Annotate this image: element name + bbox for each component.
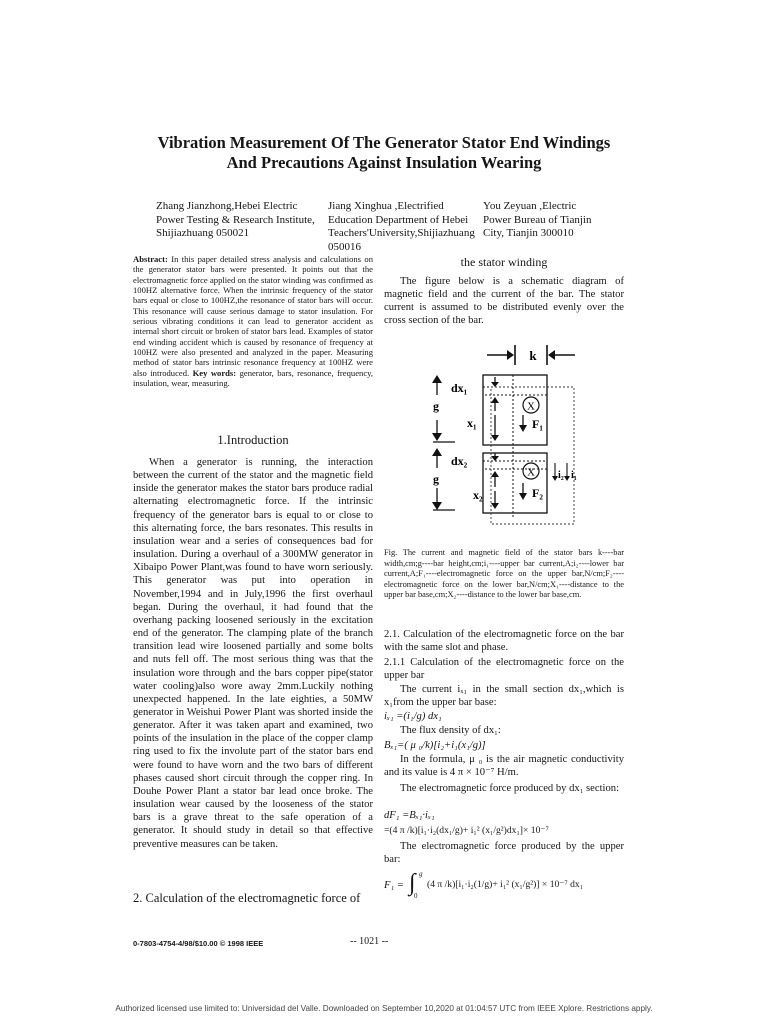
lower-bar-strip xyxy=(483,461,547,469)
label-F2: F₂ xyxy=(532,486,543,500)
label-k: k xyxy=(529,348,537,363)
equation-5 xyxy=(384,872,629,902)
section-2-heading: 2. Calculation of the electromagnetic force of xyxy=(133,891,361,905)
abstract xyxy=(133,254,373,388)
equation-1: iₓ₁ =(i₁/g) dx₁ xyxy=(384,711,442,722)
title-line-2: And Precautions Against Insulation Wearing xyxy=(226,153,542,172)
label-g-upper: g xyxy=(433,399,439,413)
stator-bar-figure xyxy=(395,335,625,535)
label-i2: i₂ xyxy=(558,470,564,481)
upper-bar-strip xyxy=(483,387,547,395)
paper-title xyxy=(0,133,768,173)
lower-cross-mark: X xyxy=(527,466,535,479)
label-g-lower: g xyxy=(433,472,439,486)
keywords-text: generator, bars, resonance, frequency, insulation, wear, measuring. xyxy=(133,367,374,389)
figure-intro-paragraph: The figure below is a schematic diagram of magnetic field and the current of the bar. The stator current is assumed to be distributed evenly over the cross section of the bar. xyxy=(384,276,624,327)
equation-2: Bₓ₁=( μ ₀/k)[i₂+i₁(x₁/g)] xyxy=(384,740,486,751)
intro-paragraph: When a generator is running, the interaction between the current of the stator and the magnetic field inside the generator makes the stator bars produce radial alternating electromagnetic force. If the intrinsic frequency of the generator bars is equal to or close to this alternating force, the bars resonates. This results in insulation wear and a series of consequences bad for insulation. During a overhaul of a 300MW generator in Xibaipo Power Plant,was found to have worn seriously. This generator was put into operation in November,1994 and in July,1996 the first overhaul began. During the overhaul, it had found that the overhang packing loosened seriously in the excitation end of the generator. The clamping plate of the branch transition lead wire loosened partially and some bolts and nuts fell off. The most serious thing was that the insulation wore through and the bars copper pipe(stator water cooling)also wore away 2mm.Luckily nothing unexpected happened. In the late eighties, a 50MW generator in Weishui Power Plant was shorted inside the generator. After it was taken apart and examined, two points of the insulation in the place of the copper clamp ring used to fix the involute part of the stator bars end were found to have worn and the two bars of different phases caused short circuit through the copper ring. In Douhe Power Plant a stator bar lead once broke. The insulation wear caused by the looseness of the stator bars is a grave threat to the safe operation of a generator. It should study in detail so that effective preventive measures can be taken. xyxy=(133,457,373,850)
intro-heading: 1.Introduction xyxy=(217,433,289,447)
flux-paragraph: The flux density of dx₁: xyxy=(400,725,501,736)
label-i1: i₁ xyxy=(571,470,577,481)
author-3: You Zeyuan ,Electric Power Bureau of Tianjin City, Tianjin 300010 xyxy=(483,200,592,239)
copyright-line: 0-7803-4754-4/98/$10.00 © 1998 IEEE xyxy=(133,939,264,948)
section-2-heading-cont: the stator winding xyxy=(460,255,548,269)
height-arrows xyxy=(432,375,455,510)
title-line-1: Vibration Measurement Of The Generator Stator End Windings xyxy=(157,133,611,152)
label-dx1: dx₁ xyxy=(451,381,468,395)
integral-lower-limit: 0 xyxy=(414,892,418,900)
author-1: Zhang Jianzhong,Hebei Electric Power Testing & Research Institute, Shijiazhuang 050021 xyxy=(156,200,315,239)
integral-upper-limit: g xyxy=(419,870,423,878)
equation-3: dF₁ =Bₓ₁·iₓ₁ xyxy=(384,810,435,821)
author-2: Jiang Xinghua ,Electrified Education Department of Hebei Teachers'University,Shijiazhuang 050016 xyxy=(328,200,475,253)
integral-sign: ∫ xyxy=(409,870,416,896)
inner-arrows xyxy=(491,377,527,509)
page-number: -- 1021 -- xyxy=(350,936,389,947)
download-notice: Authorized licensed use limited to: Universidad del Valle. Downloaded on September 10,2020 at 01:04:57 UTC from IEEE Xplore. Restrictions apply. xyxy=(115,1004,653,1013)
label-x1: x₁ xyxy=(467,416,477,430)
label-F1: F₁ xyxy=(532,417,543,431)
abstract-label: Abstract: xyxy=(133,254,168,264)
equation-5-rhs: (4 π /k)[i₁·i₂(1/g)+ i₁² (x₁/g²)] × 10⁻⁷ dx₁ xyxy=(427,879,584,890)
figure-caption: Fig. The current and magnetic field of the stator bars k----bar width,cm;g----bar height,cm;i₁----upper bar current,A;i₂----lower bar current,A;F₁----electromagnetic force on the upper bar,N/cm;F₂----electromagnetic force on the lower bar,N/cm;X₁----distance to the upper bar base,cm;X₂----distance to the lower bar base,cm. xyxy=(384,548,624,600)
equation-5-lhs: F₁ = xyxy=(384,880,404,891)
section-2-1-1: 2.1.1 Calculation of the electromagnetic force on the upper bar xyxy=(384,657,624,682)
upper-cross-mark: X xyxy=(527,400,535,413)
mu-paragraph: In the formula, μ ₀ is the air magnetic conductivity and its value is 4 π × 10⁻⁷ H/m. xyxy=(384,754,624,779)
section-2-1: 2.1. Calculation of the electromagnetic force on the bar with the same slot and phase. xyxy=(384,629,624,654)
equation-4: =(4 π /k)[i₁·i₂(dx₁/g)+ i₁² (x₁/g²)dx₁]× 10⁻⁷ xyxy=(384,825,549,836)
force-paragraph: The electromagnetic force produced by dx₁ section: xyxy=(400,783,620,794)
label-x2: x₂ xyxy=(473,488,483,502)
abstract-text: In this paper detailed stress analysis and calculations on the generator stator bars were presented. It points out that the electromagnetic force applied on the stator winding was confirmed as 100HZ alternative force. When the intrinsic frequency of the stator bars equal or close to 100HZ,the resonance of stator bars will occur. This resonance will cause serious damage to stator insulation. For serious vibrating conditions it can lead to generator accident as internal short circuit or broken of stator bars lead. Examples of stator end winding accident which is caused by resonance of frequency at 100HZ were also presented and analyzed in the paper. Measuring method of stator bars intrinsic resonance frequency at 100HZ were also introduced. xyxy=(133,254,373,378)
current-paragraph: The current iₓ₁ in the small section dx₁,which is x₁from the upper bar base: xyxy=(384,684,624,709)
label-dx2: dx₂ xyxy=(451,454,468,468)
keywords-label: Key words: xyxy=(192,367,237,378)
upper-force-paragraph: The electromagnetic force produced by the upper bar: xyxy=(384,841,624,866)
